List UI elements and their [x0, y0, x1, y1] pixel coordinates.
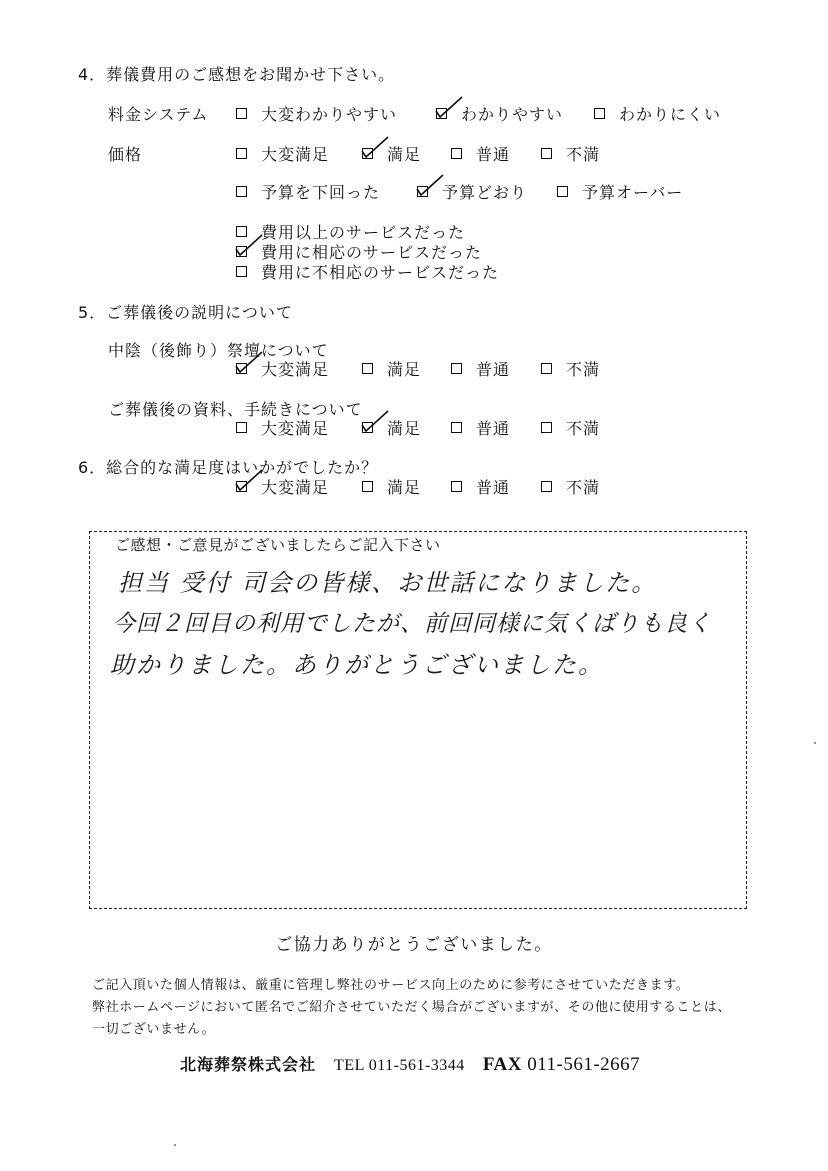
comment-line-1: 担当 受付 司会の皆様、お世話になりました。	[118, 569, 658, 597]
fee-option-very-clear[interactable]: 大変わかりやすい	[236, 102, 397, 125]
checkbox[interactable]	[594, 108, 605, 119]
overall-option-dissatisfied[interactable]: 不満	[541, 475, 600, 498]
checkbox-checked[interactable]	[417, 186, 428, 197]
check-mark-icon	[415, 173, 445, 199]
privacy-note-line-1: ご記入頂いた個人情報は、厳重に管理し弊社のサービス向上のために参考にさせていただきます。	[92, 978, 690, 993]
checkbox[interactable]	[451, 422, 462, 433]
price-option-normal[interactable]: 普通	[451, 142, 510, 165]
fee-option-unclear[interactable]: わかりにくい	[594, 102, 721, 125]
fax-number: 011-561-2667	[527, 1054, 641, 1075]
checkbox[interactable]	[451, 363, 462, 374]
checkbox[interactable]	[451, 481, 462, 492]
price-label: 価格	[108, 145, 143, 164]
checkbox[interactable]	[541, 481, 552, 492]
altar-option-normal[interactable]: 普通	[451, 357, 510, 380]
q4-heading: 4．葬儀費用のご感想をお聞かせ下さい。	[78, 65, 396, 84]
checkbox-checked[interactable]	[362, 422, 373, 433]
comment-line-2: 今回２回目の利用でしたが、前回同様に気くばりも良く	[112, 611, 712, 637]
check-mark-icon	[234, 350, 264, 376]
service-option-not-worth-cost[interactable]: 費用に不相応のサービスだった	[236, 260, 499, 283]
footer	[180, 1052, 640, 1076]
documents-option-dissatisfied[interactable]: 不満	[541, 416, 600, 439]
price-option-satisfied[interactable]: 満足	[362, 142, 421, 165]
documents-option-satisfied[interactable]: 満足	[362, 416, 421, 439]
altar-option-satisfied[interactable]: 満足	[362, 357, 421, 380]
fee-system-label: 料金システム	[108, 105, 209, 124]
checkbox[interactable]	[541, 148, 552, 159]
checkbox[interactable]	[541, 363, 552, 374]
check-mark-icon	[360, 135, 390, 161]
budget-option-over[interactable]: 予算オーバー	[557, 180, 683, 203]
altar-option-very-satisfied[interactable]: 大変満足	[236, 357, 329, 380]
checkbox[interactable]	[236, 266, 247, 277]
checkbox-checked[interactable]	[236, 363, 247, 374]
service-option-worth-cost[interactable]: 費用に相応のサービスだった	[236, 240, 482, 263]
checkbox[interactable]	[236, 422, 247, 433]
price-option-very-satisfied[interactable]: 大変満足	[236, 142, 329, 165]
checkbox[interactable]	[236, 108, 247, 119]
budget-option-under[interactable]: 予算を下回った	[236, 180, 380, 203]
q6-heading: 6．総合的な満足度はいかがでしたか？	[78, 458, 379, 477]
fee-option-clear[interactable]: わかりやすい	[436, 102, 563, 125]
checkbox[interactable]	[557, 186, 568, 197]
check-mark-icon	[360, 409, 390, 435]
privacy-note-line-2: 弊社ホームページにおいて匿名でご紹介させていただく場合がございますが、その他に使用することは、	[92, 1000, 731, 1015]
q5-heading: 5．ご葬儀後の説明について	[78, 303, 293, 322]
documents-label: ご葬儀後の資料、手続きについて	[108, 400, 363, 419]
fax	[483, 1054, 640, 1076]
fax-label: FAX	[482, 1054, 522, 1075]
company-name: 北海葬祭株式会社	[180, 1055, 317, 1074]
price-option-dissatisfied[interactable]: 不満	[541, 142, 600, 165]
comment-line-3: 助かりました。ありがとうございました。	[110, 651, 604, 679]
thanks-message: ご協力ありがとうございました。	[275, 935, 553, 955]
budget-option-on[interactable]: 予算どおり	[417, 180, 527, 203]
overall-option-very-satisfied[interactable]: 大変満足	[236, 475, 329, 498]
checkbox[interactable]	[541, 422, 552, 433]
altar-label: 中陰（後飾り）祭壇について	[108, 341, 329, 360]
check-mark-icon	[234, 468, 264, 494]
checkbox[interactable]	[236, 148, 247, 159]
overall-option-satisfied[interactable]: 満足	[362, 475, 421, 498]
checkbox-checked[interactable]	[436, 108, 447, 119]
documents-option-very-satisfied[interactable]: 大変満足	[236, 416, 329, 439]
checkbox-checked[interactable]	[236, 246, 247, 257]
service-option-above-cost[interactable]: 費用以上のサービスだった	[236, 220, 465, 243]
scan-speck	[814, 742, 816, 744]
scan-speck	[174, 1144, 176, 1146]
checkbox[interactable]	[451, 148, 462, 159]
privacy-note-line-3: 一切ございません。	[92, 1022, 216, 1037]
check-mark-icon	[234, 233, 264, 259]
check-mark-icon	[434, 95, 464, 121]
overall-option-normal[interactable]: 普通	[451, 475, 510, 498]
checkbox-checked[interactable]	[362, 148, 373, 159]
checkbox[interactable]	[236, 186, 247, 197]
checkbox[interactable]	[362, 363, 373, 374]
comment-label: ご感想・ご意見がございましたらご記入下さい	[115, 536, 441, 554]
checkbox-checked[interactable]	[236, 481, 247, 492]
checkbox[interactable]	[362, 481, 373, 492]
documents-option-normal[interactable]: 普通	[451, 416, 510, 439]
altar-option-dissatisfied[interactable]: 不満	[541, 357, 600, 380]
telephone: TEL 011-561-3344	[334, 1057, 465, 1074]
